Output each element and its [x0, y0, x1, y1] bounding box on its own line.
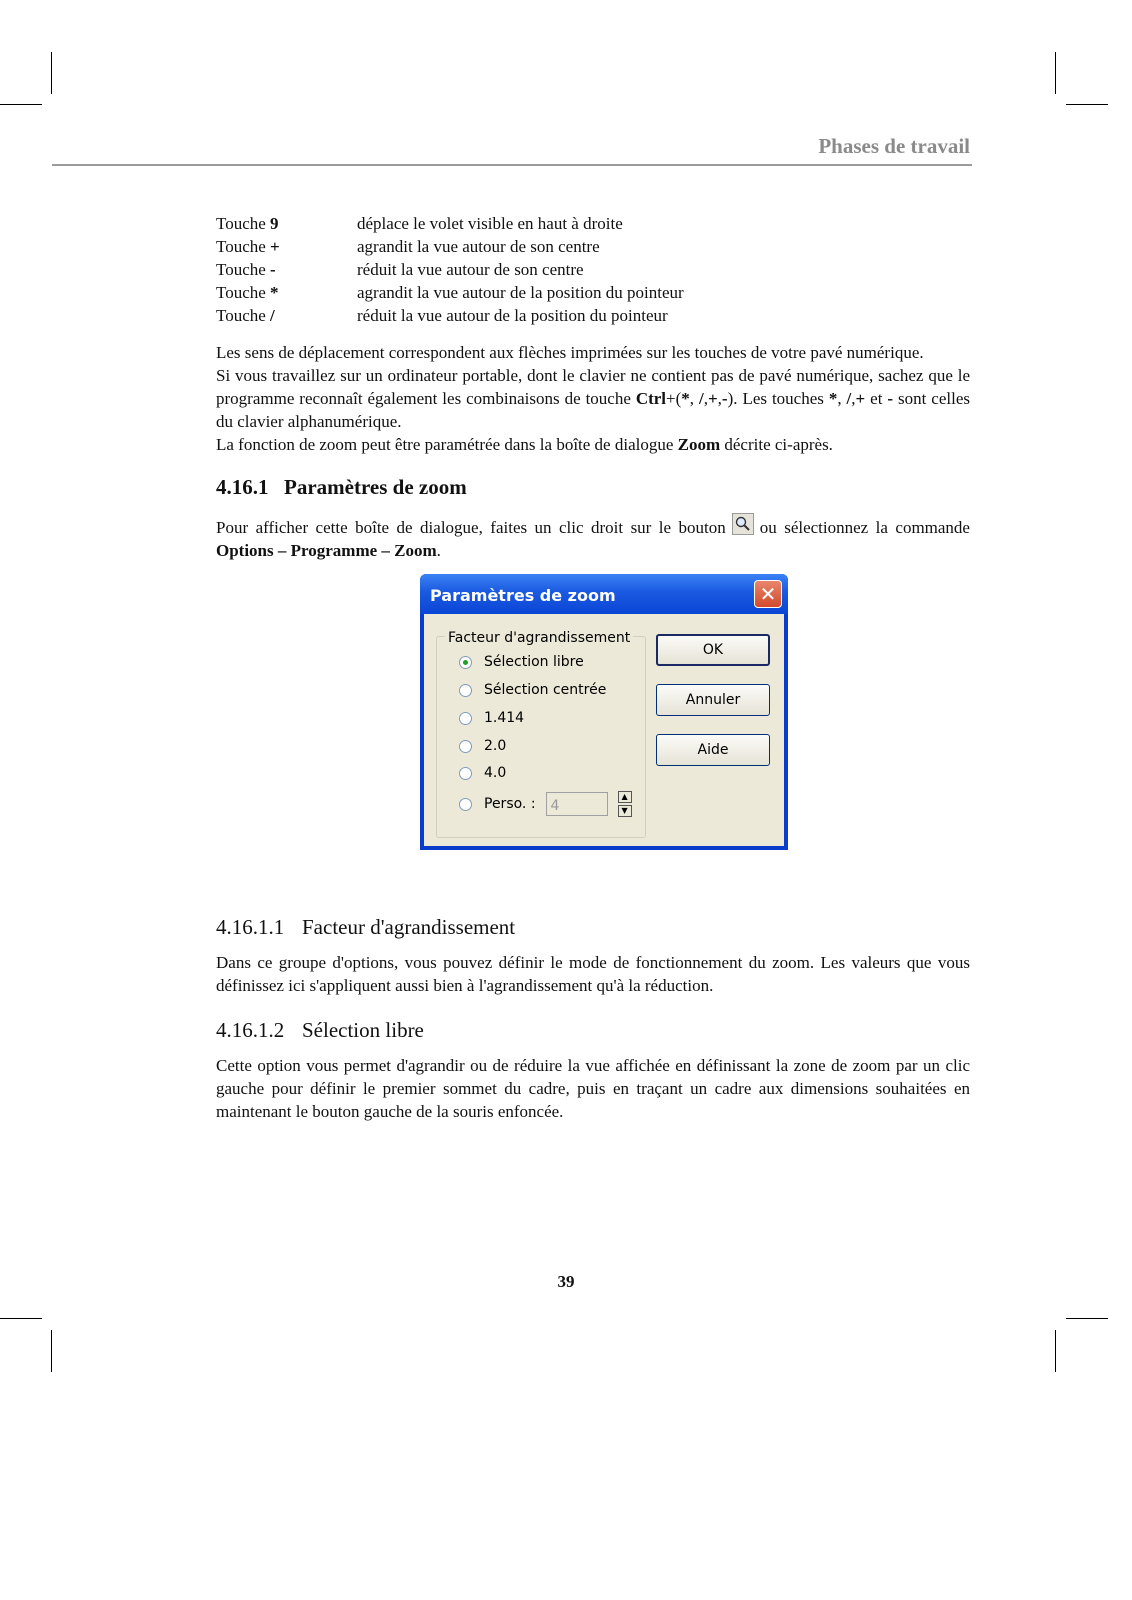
key-description: réduit la vue autour de la position du pointeur [357, 306, 668, 325]
subsection-heading: 4.16.1.2 Sélection libre [216, 1018, 424, 1042]
custom-factor-input[interactable]: 4 [546, 792, 608, 816]
key-prefix: Touche [216, 283, 271, 302]
radio-4-0[interactable]: 4.0 [459, 762, 506, 784]
zoom-magnifier-icon [732, 513, 754, 535]
radio-custom[interactable]: Perso. : 4 ▲ ▼ [459, 793, 632, 815]
crop-mark [1055, 1330, 1056, 1372]
key-description: réduit la vue autour de son centre [357, 260, 584, 279]
key-prefix: Touche [216, 306, 271, 325]
page-number: 39 [557, 1272, 575, 1291]
key-prefix: Touche [216, 214, 271, 233]
help-button[interactable]: Aide [656, 734, 770, 766]
crop-mark [51, 52, 52, 94]
key-description: déplace le volet visible en haut à droite [357, 214, 623, 233]
magnification-factor-group [436, 630, 646, 838]
paragraph: Dans ce groupe d'options, vous pouvez définir le mode de fonctionnement du zoom. Les valeurs que vous définissez ici s'appliquent aussi bien à l'agrandissement qu'à la réduction. [216, 953, 970, 995]
key-prefix: Touche [216, 260, 271, 279]
dialog-title: Paramètres de zoom [430, 586, 616, 605]
crop-mark [0, 1318, 42, 1319]
page-content [216, 212, 970, 1123]
radio-button[interactable] [459, 798, 472, 811]
crop-mark [0, 104, 42, 105]
radio-free-selection[interactable]: Sélection libre [459, 651, 584, 673]
key-prefix: Touche [216, 237, 271, 256]
radio-button[interactable] [459, 740, 472, 753]
radio-button[interactable] [459, 656, 472, 669]
crop-mark [51, 1330, 52, 1372]
paragraph: Pour afficher cette boîte de dialogue, faites un clic droit sur le bouton ou sélectionnez la commande Options – Programme – Zoom. [216, 513, 970, 562]
crop-mark [1055, 52, 1056, 94]
running-header [52, 130, 972, 166]
key-row [216, 258, 970, 281]
key-description: agrandit la vue autour de la position du pointeur [357, 283, 684, 302]
radio-button[interactable] [459, 712, 472, 725]
group-label: Facteur d'agrandissement [445, 627, 633, 650]
key-name: + [270, 237, 280, 256]
radio-2-0[interactable]: 2.0 [459, 735, 506, 757]
close-icon: ✕ [759, 582, 777, 606]
key-row [216, 304, 970, 327]
close-button[interactable] [754, 580, 782, 608]
key-row [216, 235, 970, 258]
key-name: 9 [270, 214, 279, 233]
paragraph: Cette option vous permet d'agrandir ou de réduire la vue affichée en définissant la zone de zoom par un clic gauche pour définir le premier sommet du cadre, puis en traçant un cadre aux dimensions souhaitées en maintenant le bouton gauche de la souris enfoncée. [216, 1056, 970, 1121]
dialog-titlebar[interactable] [420, 574, 788, 614]
key-description: agrandit la vue autour de son centre [357, 237, 600, 256]
paragraph: La fonction de zoom peut être paramétrée dans la boîte de dialogue Zoom décrite ci-après. [216, 435, 833, 454]
paragraph: Les sens de déplacement correspondent aux flèches imprimées sur les touches de votre pavé numérique. [216, 343, 924, 362]
paragraph: Si vous travaillez sur un ordinateur portable, dont le clavier ne contient pas de pavé numérique, sachez que le programme reconnaît également les combinaisons de touche Ctrl+(*, /,+,-). Les touches *, /,+ et - sont celles du clavier alphanumérique. [216, 366, 970, 431]
ok-button[interactable]: OK [656, 634, 770, 666]
key-row [216, 212, 970, 235]
key-name: * [270, 283, 279, 302]
subsection-heading: 4.16.1.1 Facteur d'agrandissement [216, 915, 516, 939]
dialog-body [424, 614, 784, 846]
key-table [216, 212, 970, 327]
key-row [216, 281, 970, 304]
zoom-settings-dialog [420, 574, 788, 850]
crop-mark [1066, 1318, 1108, 1319]
section-heading: 4.16.1 Paramètres de zoom [216, 475, 467, 499]
spin-down-icon[interactable]: ▼ [618, 805, 632, 817]
cancel-button[interactable]: Annuler [656, 684, 770, 716]
radio-button[interactable] [459, 767, 472, 780]
radio-centered-selection[interactable]: Sélection centrée [459, 679, 606, 701]
radio-1-414[interactable]: 1.414 [459, 707, 524, 729]
spin-up-icon[interactable]: ▲ [618, 791, 632, 803]
header-title: Phases de travail [818, 134, 970, 158]
crop-mark [1066, 104, 1108, 105]
radio-button[interactable] [459, 684, 472, 697]
key-name: - [270, 260, 276, 279]
key-name: / [270, 306, 275, 325]
custom-factor-spinner[interactable] [618, 791, 632, 817]
